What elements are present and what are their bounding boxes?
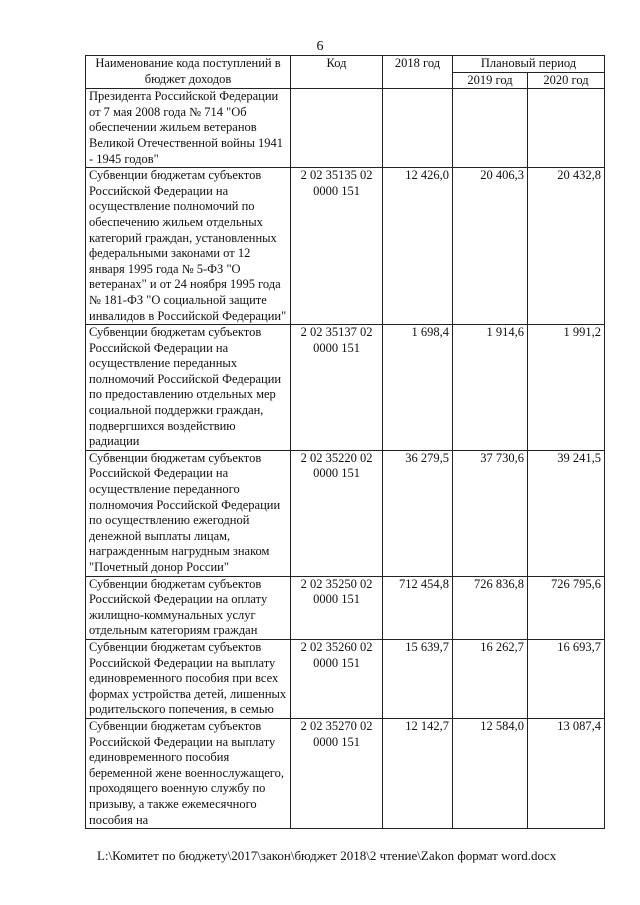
revenue-table (85, 55, 605, 829)
row-2020: 13 087,4 (528, 718, 605, 828)
table-row (86, 576, 605, 639)
footer-file-path: L:\Комитет по бюджету\2017\закон\бюджет 2018\2 чтение\Zakon формат word.docx (97, 848, 557, 863)
table-row (86, 325, 605, 451)
header-2019: 2019 год (453, 72, 528, 89)
header-code: Код (291, 56, 383, 89)
row-2018: 1 698,4 (383, 325, 453, 451)
table-row (86, 718, 605, 828)
table-row (86, 168, 605, 325)
header-row-1 (86, 56, 605, 73)
row-2020: 39 241,5 (528, 450, 605, 576)
row-2018: 12 426,0 (383, 168, 453, 325)
row-2020: 20 432,8 (528, 168, 605, 325)
header-2018: 2018 год (383, 56, 453, 89)
header-2020: 2020 год (528, 72, 605, 89)
row-2020: 16 693,7 (528, 639, 605, 718)
row-2018: 15 639,7 (383, 639, 453, 718)
row-2019: 20 406,3 (453, 168, 528, 325)
row-2019: 1 914,6 (453, 325, 528, 451)
row-name: Субвенции бюджетам субъектов Российской Федерации на осуществление переданного полномочия Российской Федерации по осуществлению ежегодной денежной выплаты лицам, награжденным нагрудным знаком "Почетный донор России" (86, 450, 291, 576)
row-2019 (453, 89, 528, 168)
row-2019: 16 262,7 (453, 639, 528, 718)
row-code: 2 02 35135 02 0000 151 (291, 168, 383, 325)
row-2020: 1 991,2 (528, 325, 605, 451)
row-name: Субвенции бюджетам субъектов Российской Федерации на выплату единовременного пособия беременной жене военнослужащего, проходящего военную службу по призыву, а также ежемесячного пособия на (86, 718, 291, 828)
row-code: 2 02 35220 02 0000 151 (291, 450, 383, 576)
row-2020 (528, 89, 605, 168)
row-2019: 726 836,8 (453, 576, 528, 639)
row-code: 2 02 35260 02 0000 151 (291, 639, 383, 718)
table-row (86, 89, 605, 168)
row-code: 2 02 35250 02 0000 151 (291, 576, 383, 639)
row-2019: 37 730,6 (453, 450, 528, 576)
row-name: Субвенции бюджетам субъектов Российской Федерации на выплату единовременного пособия при всех формах устройства детей, лишенных родительского попечения, в семью (86, 639, 291, 718)
row-name: Субвенции бюджетам субъектов Российской Федерации на осуществление полномочий по обеспечению жильем отдельных категорий граждан, установленных федеральными законами от 12 января 1995 года № 5-ФЗ "О ветеранах" и от 24 ноября 1995 года № 181-ФЗ "О социальной защите инвалидов в Российской Федерации" (86, 168, 291, 325)
row-2018 (383, 89, 453, 168)
table-row (86, 450, 605, 576)
row-2020: 726 795,6 (528, 576, 605, 639)
row-code (291, 89, 383, 168)
row-code: 2 02 35270 02 0000 151 (291, 718, 383, 828)
row-2019: 12 584,0 (453, 718, 528, 828)
row-name: Субвенции бюджетам субъектов Российской Федерации на осуществление переданных полномочий Российской Федерации по предоставлению отдельных мер социальной поддержки граждан, подвергшихся воздействию радиации (86, 325, 291, 451)
header-name: Наименование кода поступлений в бюджет доходов (86, 56, 291, 89)
header-planned-period: Плановый период (453, 56, 605, 73)
row-name: Субвенции бюджетам субъектов Российской Федерации на оплату жилищно-коммунальных услуг отдельным категориям граждан (86, 576, 291, 639)
row-code: 2 02 35137 02 0000 151 (291, 325, 383, 451)
row-2018: 36 279,5 (383, 450, 453, 576)
row-name: Президента Российской Федерации от 7 мая 2008 года № 714 "Об обеспечении жильем ветеранов Великой Отечественной войны 1941 - 1945 годов" (86, 89, 291, 168)
page-number: 6 (316, 39, 324, 54)
row-2018: 12 142,7 (383, 718, 453, 828)
row-2018: 712 454,8 (383, 576, 453, 639)
table-row (86, 639, 605, 718)
